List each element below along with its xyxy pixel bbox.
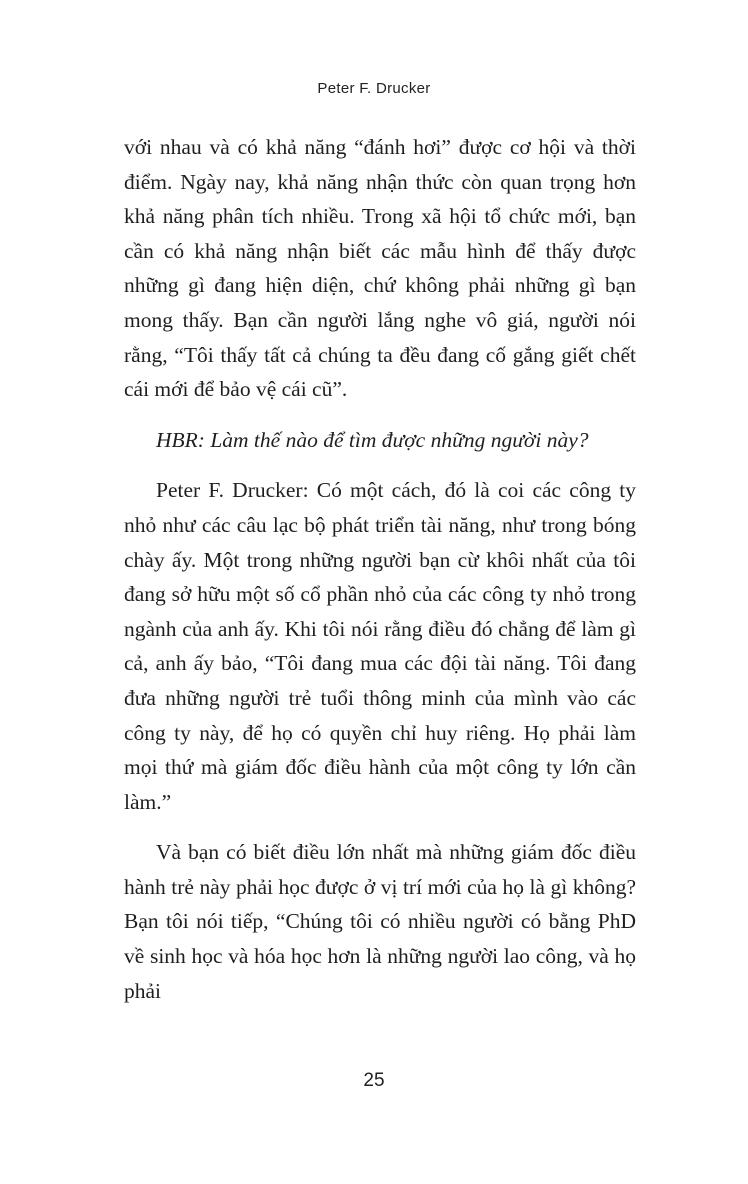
paragraph-followup: Và bạn có biết điều lớn nhất mà những giám đốc điều hành trẻ này phải học được ở vị trí mới của họ là gì không? Bạn tôi nói tiếp, “Chúng tôi có nhiều người có bằng PhD về sinh học và hóa học hơn là những người lao công, và họ phải (124, 840, 636, 1003)
running-head: Peter F. Drucker (317, 80, 431, 97)
paragraph-continuation: với nhau và có khả năng “đánh hơi” được cơ hội và thời điểm. Ngày nay, khả năng nhận thức còn quan trọng hơn khả năng phân tích nhiều. Trong xã hội tổ chức mới, bạn cần có khả năng nhận biết các mẫu hình để thấy được những gì đang hiện diện, chứ không phải những gì bạn mong thấy. Bạn cần người lắng nghe vô giá, người nói rằng, “Tôi thấy tất cả chúng ta đều đang cố gắng giết chết cái mới để bảo vệ cái cũ”. (124, 135, 636, 402)
body-text (124, 130, 636, 1008)
interview-answer: Peter F. Drucker: Có một cách, đó là coi các công ty nhỏ như các câu lạc bộ phát triển tài năng, như trong bóng chày ấy. Một trong những người bạn cừ khôi nhất của tôi đang sở hữu một số cổ phần nhỏ của các công ty nhỏ trong ngành của anh ấy. Khi tôi nói rằng điều đó chẳng để làm gì cả, anh ấy bảo, “Tôi đang mua các đội tài năng. Tôi đang đưa những người trẻ tuổi thông minh của mình vào các công ty này, để họ có quyền chỉ huy riêng. Họ phải làm mọi thứ mà giám đốc điều hành của một công ty lớn cần làm.” (124, 478, 636, 814)
interview-question: HBR: Làm thế nào để tìm được những người này? (156, 427, 589, 452)
page-number: 25 (363, 1070, 385, 1091)
